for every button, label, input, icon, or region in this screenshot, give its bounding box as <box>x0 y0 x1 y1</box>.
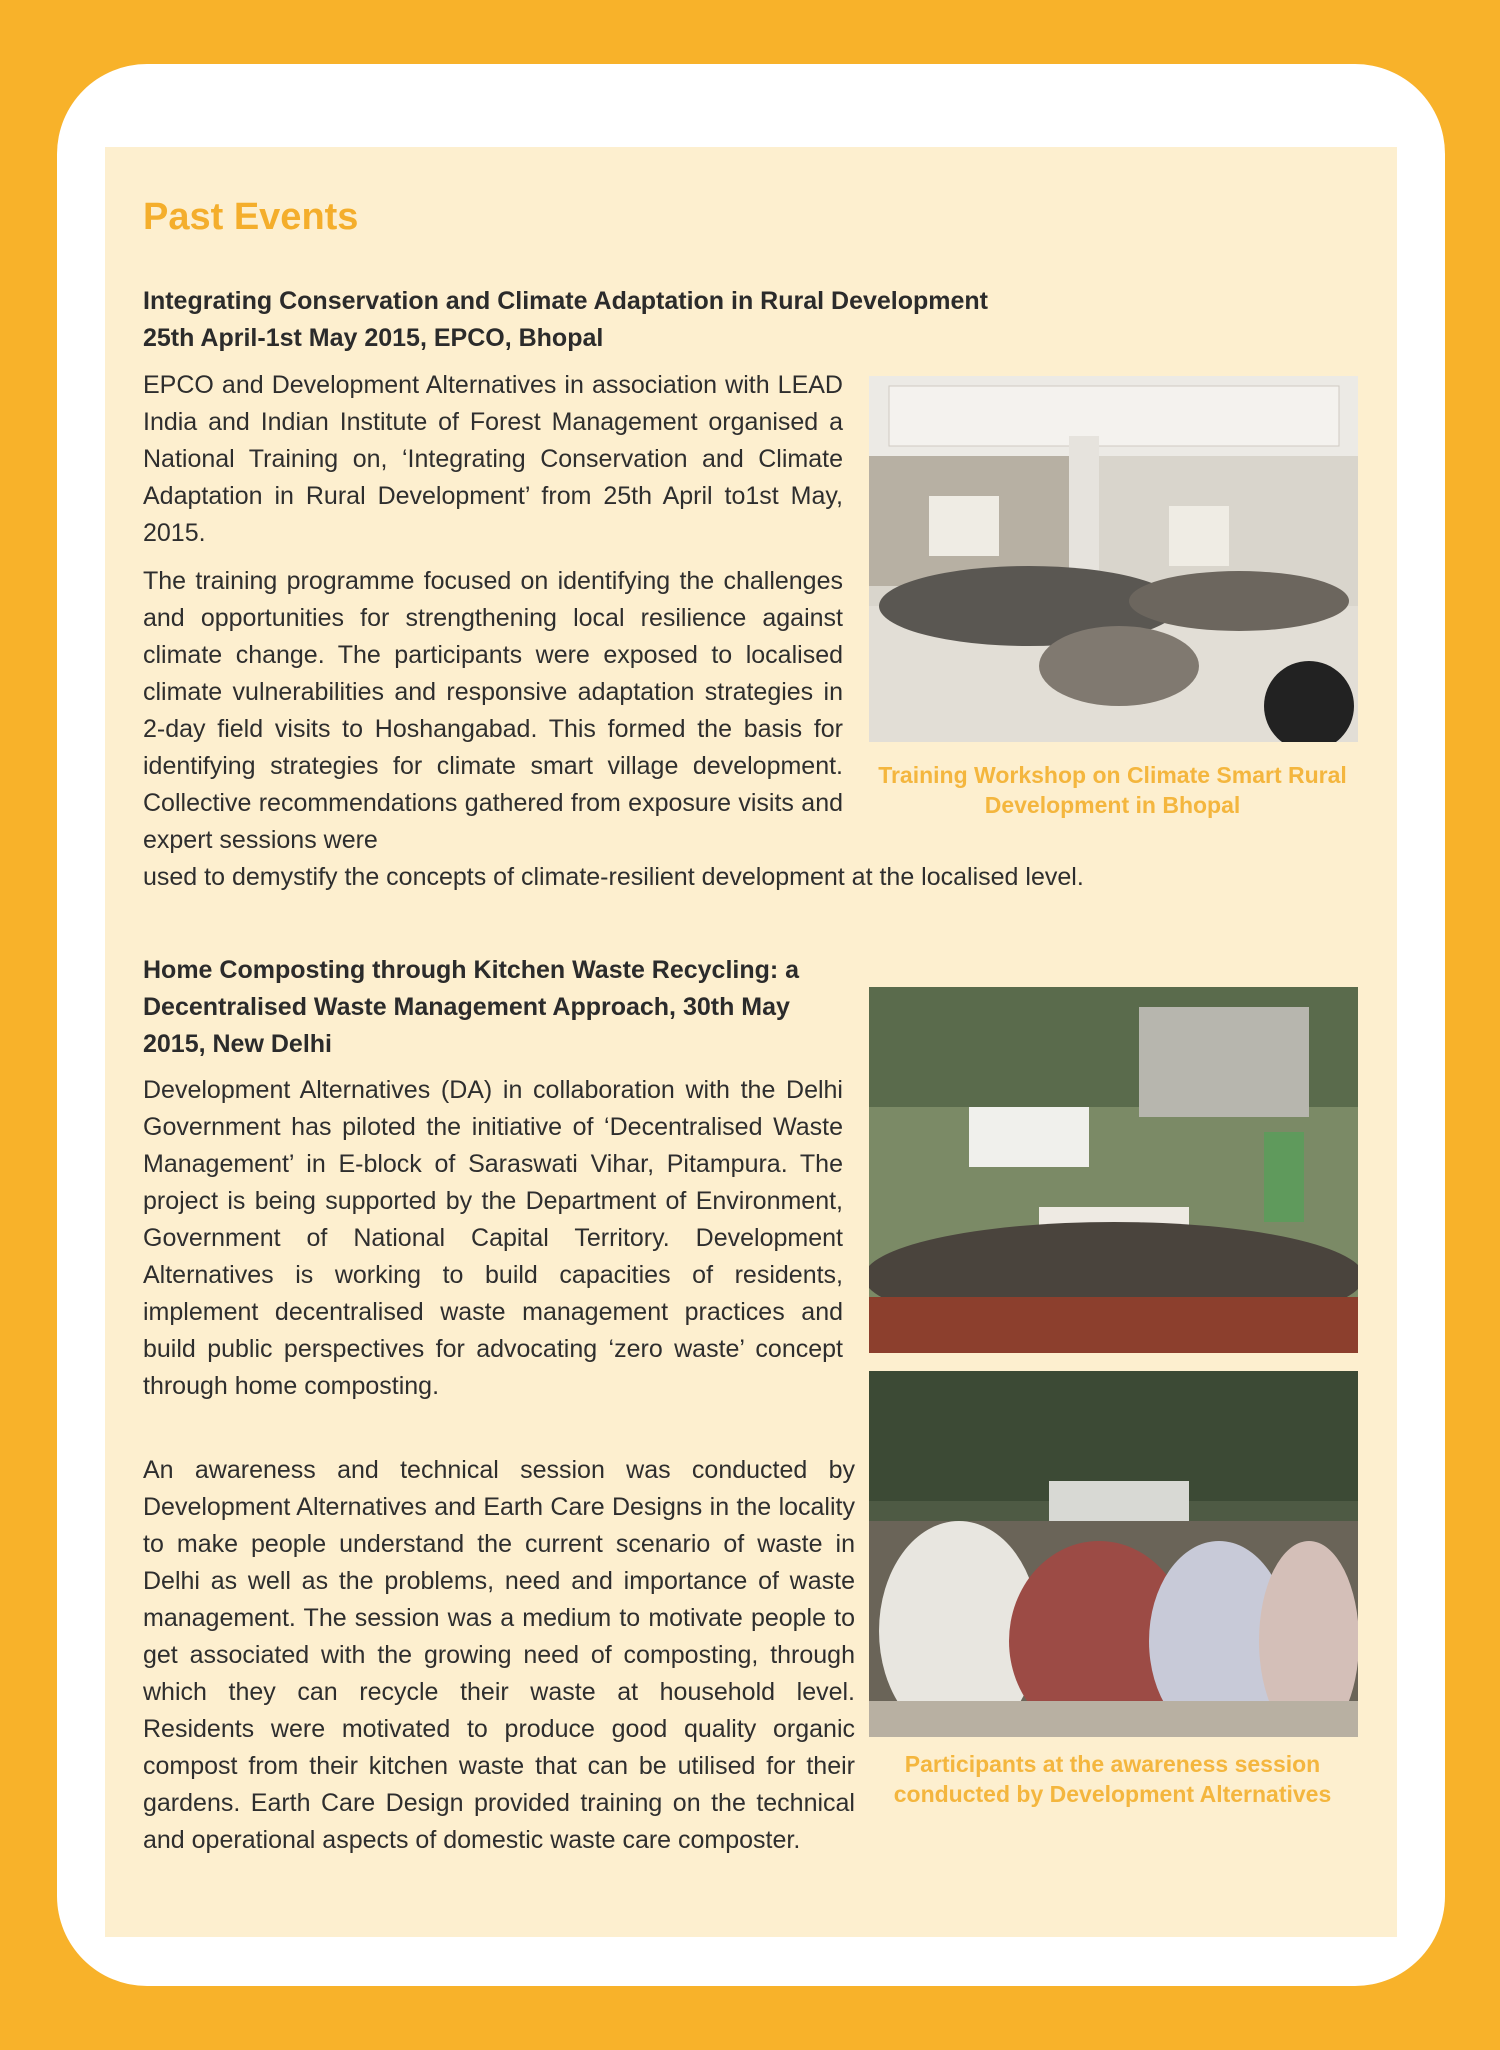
event1-paragraph-1: EPCO and Development Alternatives in association with LEAD India and Indian Institute of Forest Management organised a National Training on, ‘Integrating Conservation and Climate Adaptation in Rural Development’ from 25th April to1st May, 2015. <box>143 371 843 547</box>
event2-paragraph-2: An awareness and technical session was conducted by Development Alternatives and Earth Care Designs in the locality to make people understand the current scenario of waste in Delhi as well as the problems, need and importance of waste management. The session was a medium to motivate people to get associated with the growing need of composting, through which they can recycle their waste at household level. Residents were motivated to produce good quality organic compost from their kitchen waste that can be utilised for their gardens. Earth Care Design provided training on the technical and operational aspects of domestic waste care composter. <box>143 1456 855 1854</box>
event1-heading <box>143 283 1103 357</box>
event1-paragraph-2-end: used to demystify the concepts of climate-resilient development at the localised level. <box>143 863 1084 891</box>
event1-date-venue: 25th April-1st May 2015, EPCO, Bhopal <box>143 324 604 352</box>
event2-session-photo <box>869 987 1358 1353</box>
event2-heading: Home Composting through Kitchen Waste Recycling: a Decentralised Waste Management Approach, 30th May 2015, New Delhi <box>143 956 800 1058</box>
event2-paragraph-1: Development Alternatives (DA) in collaboration with the Delhi Government has piloted the initiative of ‘Decentralised Waste Management’ in E-block of Saraswati Vihar, Pitampura. The project is being supported by the Department of Environment, Government of National Capital Territory. Development Alternatives is working to build capacities of residents, implement decentralised waste management practices and build public perspectives for advocating ‘zero waste’ concept through home composting. <box>143 1076 843 1400</box>
event1-photo-caption: Training Workshop on Climate Smart Rural Development in Bhopal <box>878 762 1347 818</box>
event1-title: Integrating Conservation and Climate Adaptation in Rural Development <box>143 287 989 315</box>
event1-paragraph-2: The training programme focused on identifying the challenges and opportunities for strengthening local resilience against climate change. The participants were exposed to localised climate vulnerabilities and responsive adaptation strategies in 2-day field visits to Hoshangabad. This formed the basis for identifying strategies for climate smart village development. Collective recommendations gathered from exposure visits and expert sessions were <box>143 567 843 854</box>
event2-photo-caption: Participants at the awareness session conducted by Development Alternatives <box>893 1751 1332 1807</box>
event1-training-photo <box>869 376 1358 742</box>
event2-participants-photo <box>869 1371 1358 1737</box>
page-title: Past Events <box>143 196 359 238</box>
